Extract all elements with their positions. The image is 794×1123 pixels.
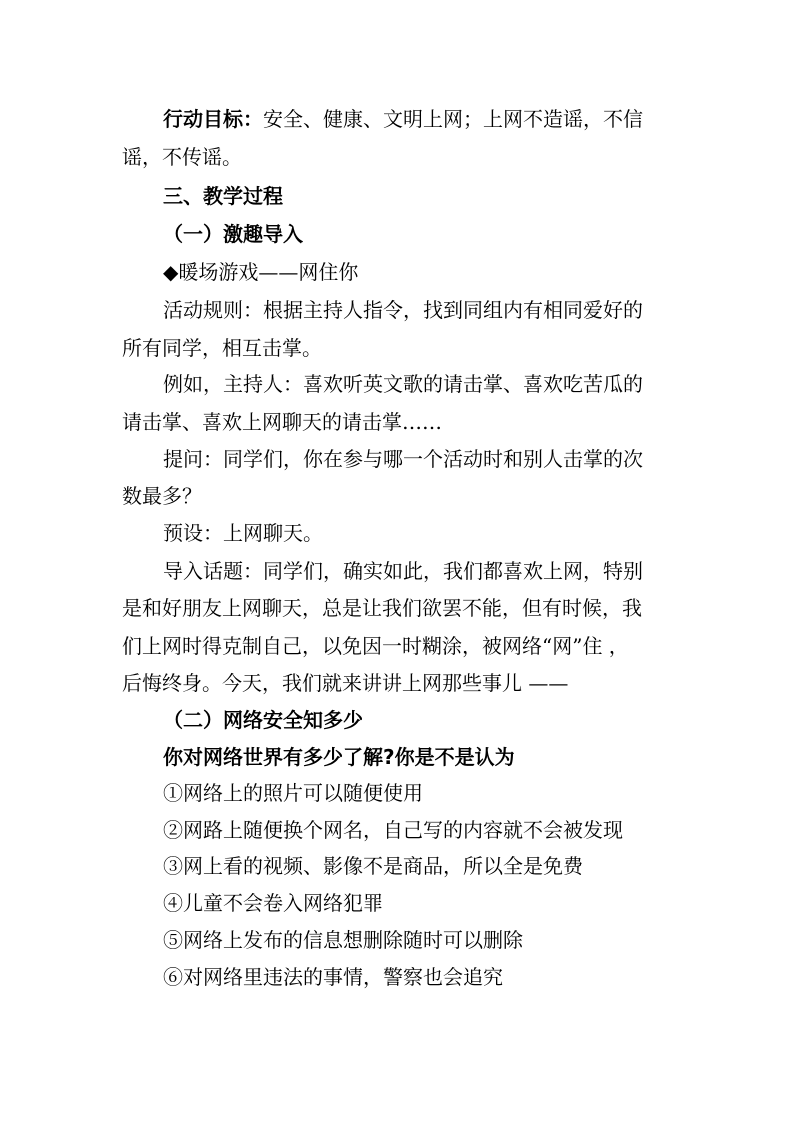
question-line-1: 提问：同学们，你在参与哪一个活动时和别人击掌的次 <box>163 447 643 471</box>
goal-line-1 <box>163 106 643 132</box>
subsection-title-network-safety: （二）网络安全知多少 <box>163 708 363 732</box>
section-title-teaching-process: 三、教学过程 <box>163 184 283 208</box>
list-item: ④儿童不会卷入网络犯罪 <box>163 891 383 915</box>
example-line-1: 例如，主持人：喜欢听英文歌的请击掌、喜欢吃苦瓜的 <box>163 372 643 396</box>
goal-text: 安全、健康、文明上网；上网不造谣，不信 <box>263 107 643 131</box>
list-item: ③网上看的视频、影像不是商品，所以全是免费 <box>163 854 583 878</box>
list-item: ⑤网络上发布的信息想删除随时可以删除 <box>163 928 523 952</box>
list-item: ①网络上的照片可以随便使用 <box>163 781 423 805</box>
question-line-2: 数最多？ <box>122 484 202 508</box>
preset-answer: 预设：上网聊天。 <box>163 521 323 545</box>
subsection-title-intro: （一）激趣导入 <box>163 222 303 246</box>
intro-line-1: 导入话题：同学们，确实如此，我们都喜欢上网，特别 <box>163 559 643 583</box>
intro-line-4: 后悔终身。今天，我们就来讲讲上网那些事儿 —— <box>122 671 569 695</box>
example-line-2: 请击掌、喜欢上网聊天的请击掌…… <box>122 410 442 434</box>
game-title: ◆暖场游戏——网住你 <box>163 260 359 284</box>
survey-title: 你对网络世界有多少了解?你是不是认为 <box>163 745 515 769</box>
goal-label: 行动目标： <box>163 107 263 131</box>
intro-line-3: 们上网时得克制自己，以免因一时糊涂，被网络“网”住 ， <box>122 634 629 658</box>
list-item: ②网路上随便换个网名，自己写的内容就不会被发现 <box>163 818 623 842</box>
list-item: ⑥对网络里违法的事情，警察也会追究 <box>163 965 503 989</box>
rule-line-1: 活动规则：根据主持人指令，找到同组内有相同爱好的 <box>163 298 643 322</box>
goal-line-2: 谣，不传谣。 <box>122 145 242 169</box>
intro-line-2: 是和好朋友上网聊天，总是让我们欲罢不能，但有时候，我 <box>122 596 642 620</box>
rule-line-2: 所有同学，相互击掌。 <box>122 336 322 360</box>
